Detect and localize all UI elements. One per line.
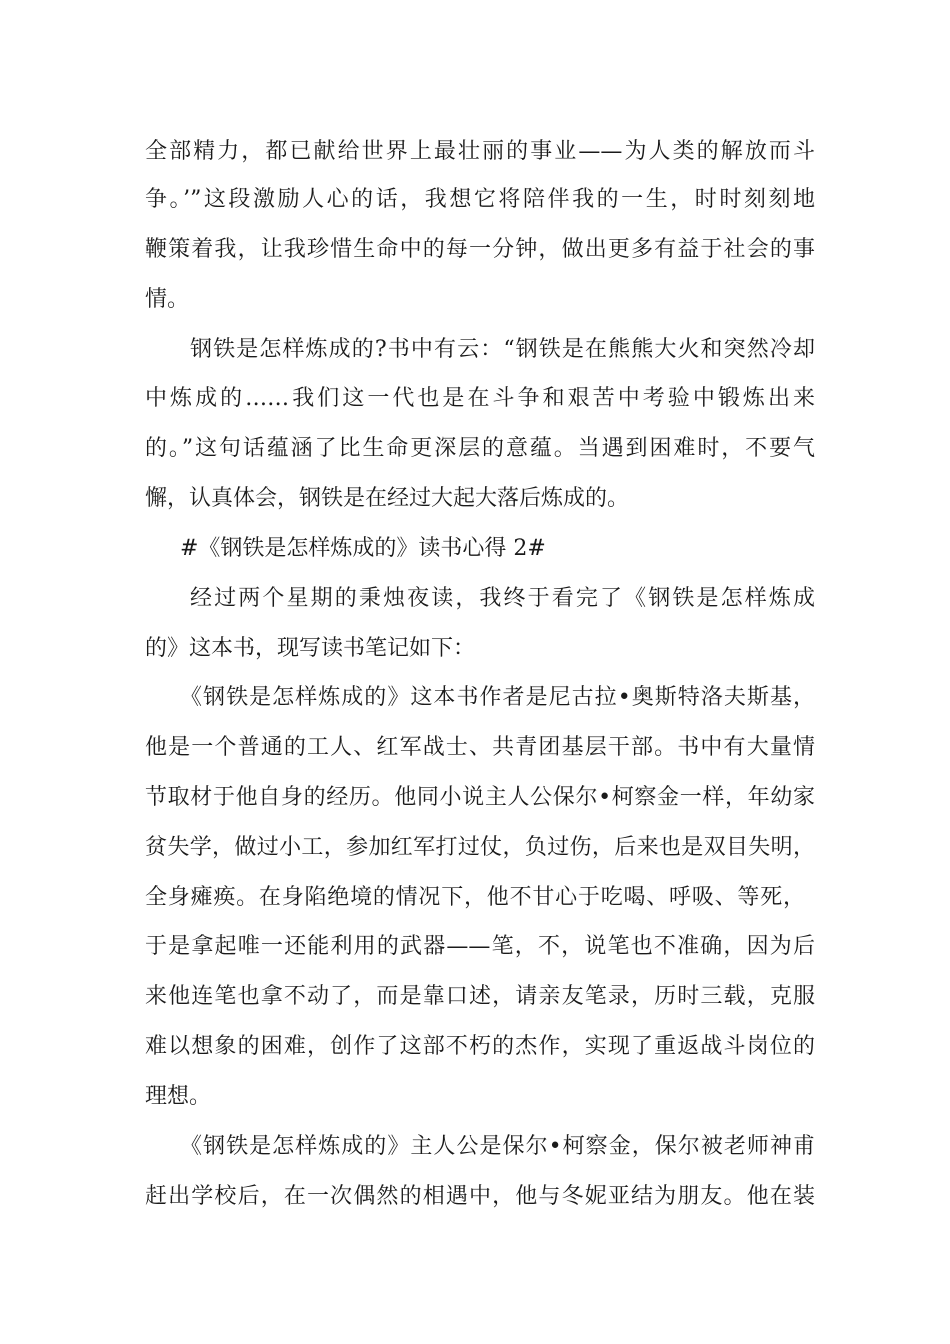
paragraph-4-line-5: 全身瘫痪。在身陷绝境的情况下，他不甘心于吃喝、呼吸、等死， <box>145 885 805 910</box>
section-heading: #《钢铁是怎样炼成的》读书心得 2# <box>180 536 546 561</box>
paragraph-5-line-1: 《钢铁是怎样炼成的》主人公是保尔•柯察金，保尔被老师神甫 <box>180 1134 815 1159</box>
paragraph-1-line-3: 鞭策着我，让我珍惜生命中的每一分钟，做出更多有益于社会的事 <box>145 237 815 262</box>
paragraph-4-line-8: 难以想象的困难，创作了这部不朽的杰作，实现了重返战斗岗位的 <box>145 1034 815 1059</box>
paragraph-1-line-4: 情。 <box>145 287 190 312</box>
paragraph-5-line-2: 赶出学校后，在一次偶然的相遇中，他与冬妮亚结为朋友。他在装 <box>145 1184 815 1209</box>
paragraph-4-line-3: 节取材于他自身的经历。他同小说主人公保尔•柯察金一样，年幼家 <box>145 785 815 810</box>
paragraph-4-line-9: 理想。 <box>145 1084 212 1109</box>
paragraph-2-line-1: 钢铁是怎样炼成的?书中有云：“钢铁是在熊熊大火和突然冷却 <box>190 337 815 362</box>
paragraph-4-line-1: 《钢铁是怎样炼成的》这本书作者是尼古拉•奥斯特洛夫斯基， <box>180 685 815 710</box>
paragraph-2-line-2: 中炼成的……我们这一代也是在斗争和艰苦中考验中锻炼出来 <box>145 386 815 411</box>
paragraph-2-line-3: 的。”这句话蕴涵了比生命更深层的意蕴。当遇到困难时，不要气 <box>145 436 815 461</box>
paragraph-1-line-1: 全部精力，都已献给世界上最壮丽的事业——为人类的解放而斗 <box>145 139 815 164</box>
paragraph-4-line-6: 于是拿起唯一还能利用的武器——笔，不，说笔也不准确，因为后 <box>145 934 815 959</box>
paragraph-4-line-7: 来他连笔也拿不动了，而是靠口述，请亲友笔录，历时三载，克服 <box>145 984 815 1009</box>
paragraph-4-line-4: 贫失学，做过小工，参加红军打过仗，负过伤，后来也是双目失明， <box>145 835 815 860</box>
paragraph-4-line-2: 他是一个普通的工人、红军战士、共青团基层干部。书中有大量情 <box>145 735 815 760</box>
paragraph-1-line-2: 争。’”这段激励人心的话，我想它将陪伴我的一生，时时刻刻地 <box>145 187 815 212</box>
paragraph-2-line-4: 懈，认真体会，钢铁是在经过大起大落后炼成的。 <box>145 486 630 511</box>
paragraph-3-line-1: 经过两个星期的秉烛夜读，我终于看完了《钢铁是怎样炼成 <box>190 586 815 611</box>
paragraph-3-line-2: 的》这本书，现写读书笔记如下： <box>145 636 476 661</box>
